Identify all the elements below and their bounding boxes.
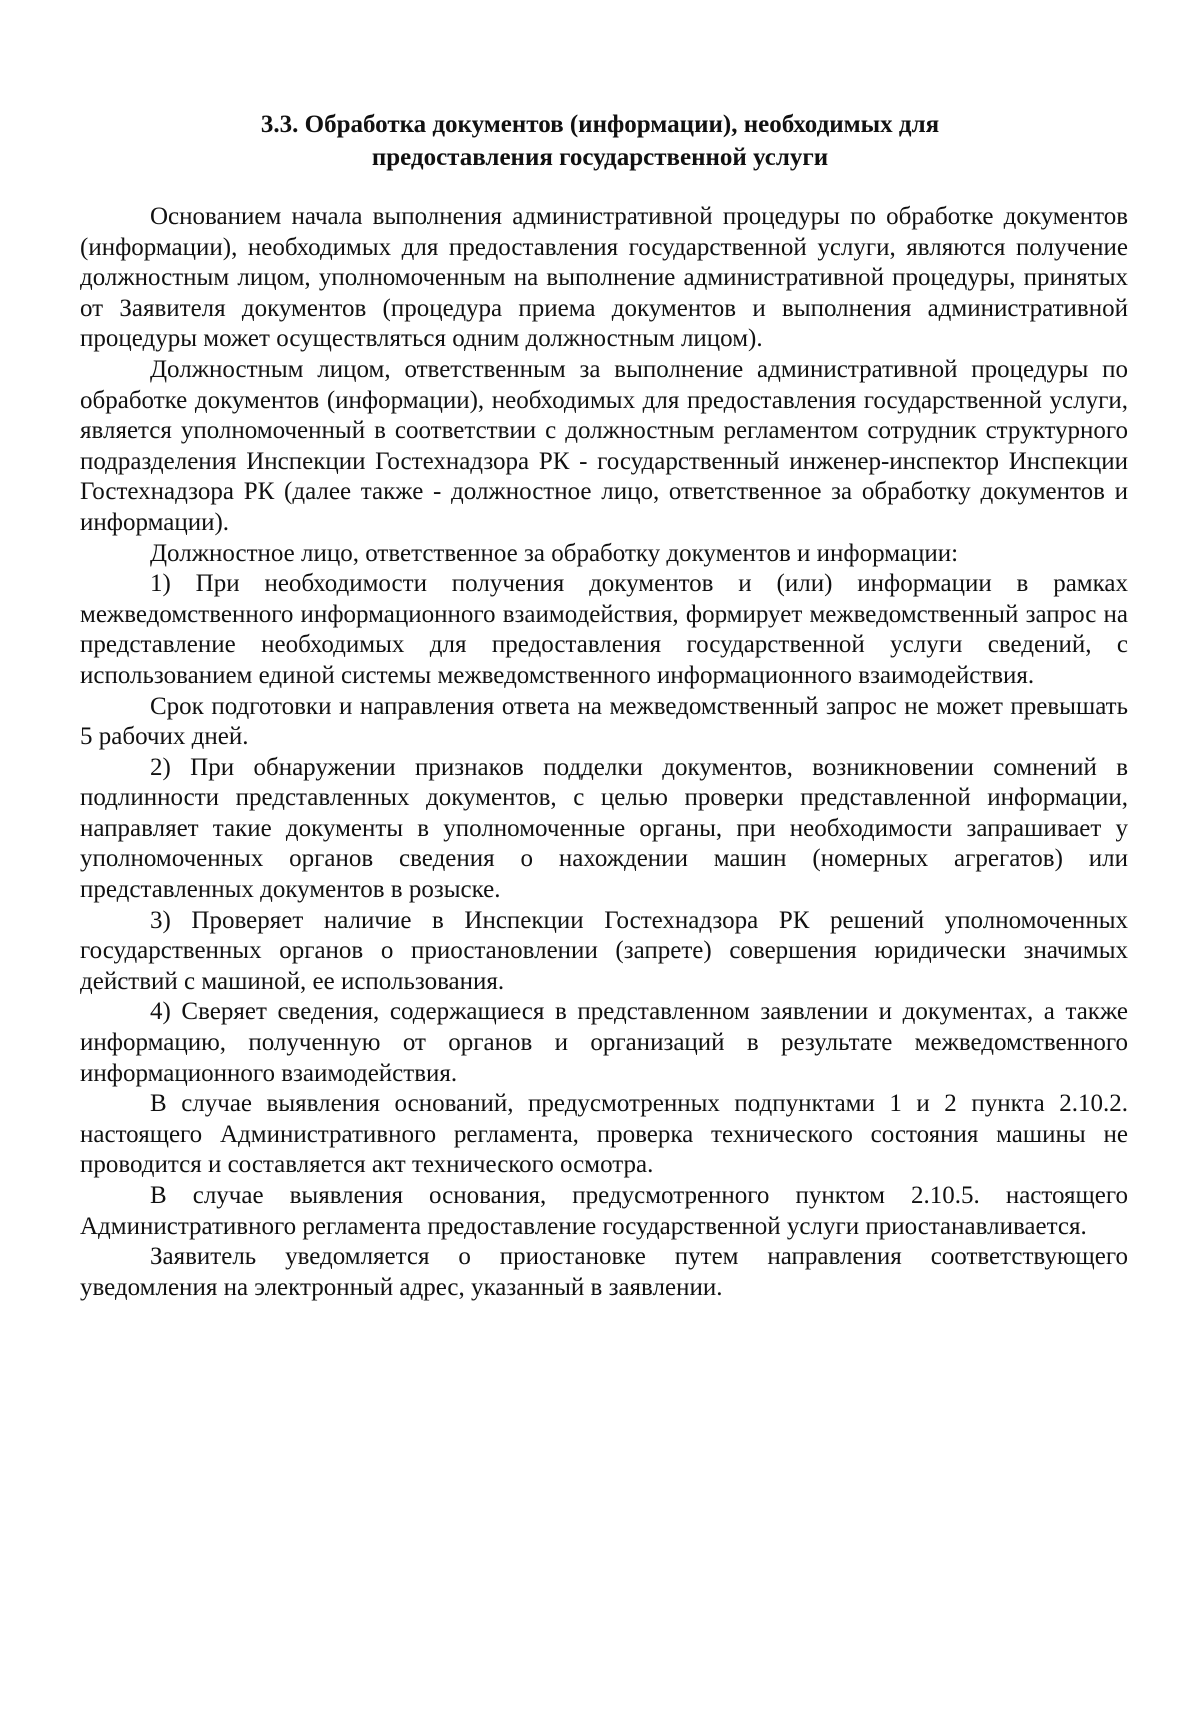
paragraph-item-2: 2) При обнаружении признаков подделки документов, возникновении сомнений в подлинности представленных документов, с целью проверки представленной информации, направляет такие документы в уполномоченные органы, при необходимости запрашивает у уполномоченных органов сведения о нахождении машин (номерных агрегатов) или представленных документов в розыске. — [80, 753, 1128, 904]
paragraph-grounds-2-10-5: В случае выявления основания, предусмотренного пунктом 2.10.5. настоящего Административного регламента предоставление государственной услуги приостанавливается. — [80, 1182, 1128, 1240]
paragraph-notification: Заявитель уведомляется о приостановке путем направления соответствующего уведомления на электронный адрес, указанный в заявлении. — [80, 1243, 1128, 1301]
section-title-line: предоставления государственной услуги — [371, 144, 829, 171]
paragraph-item-4: 4) Сверяет сведения, содержащиеся в представленном заявлении и документах, а также информацию, полученную от органов и организаций в результате межведомственного информационного взаимодействия. — [80, 998, 1128, 1087]
paragraph-responsible-official: Должностным лицом, ответственным за выполнение административной процедуры по обработке документов (информации), необходимых для предоставления государственной услуги, является уполномоченный в соответствии с должностным регламентом сотрудник структурного подразделения Инспекции Гостехнадзора РК - государственный инженер-инспектор Инспекции Гостехнадзора РК (далее также - должностное лицо, ответственное за обработку документов и информации). — [80, 355, 1128, 536]
paragraph-grounds-2-10-2: В случае выявления оснований, предусмотренных подпунктами 1 и 2 пункта 2.10.2. настоящего Административного регламента, проверка технического состояния машины не проводится и составляется акт технического осмотра. — [80, 1090, 1128, 1179]
section-title-line: 3.3. Обработка документов (информации), необходимых для — [260, 111, 940, 138]
paragraph-response-deadline: Срок подготовки и направления ответа на межведомственный запрос не может превышать 5 рабочих дней. — [80, 692, 1128, 751]
paragraph-item-3: 3) Проверяет наличие в Инспекции Гостехнадзора РК решений уполномоченных государственных органов о приостановлении (запрете) совершения юридически значимых действий с машиной, ее использования. — [80, 906, 1128, 995]
paragraph-official-duties-intro: Должностное лицо, ответственное за обработку документов и информации: — [150, 539, 959, 567]
paragraph-item-1: 1) При необходимости получения документов и (или) информации в рамках межведомственного информационного взаимодействия, формирует межведомственный запрос на представление необходимых для предоставления государственной услуги сведений, с использованием единой системы межведомственного информационного взаимодействия. — [80, 570, 1128, 689]
document-body — [80, 202, 1128, 1303]
paragraph-basis: Основанием начала выполнения административной процедуры по обработке документов (информации), необходимых для предоставления государственной услуги, являются получение должностным лицом, уполномоченным на выполнение административной процедуры, принятых от Заявителя документов (процедура приема документов и выполнения административной процедуры может осуществляться одним должностным лицом). — [80, 203, 1128, 353]
section-title — [80, 108, 1120, 174]
